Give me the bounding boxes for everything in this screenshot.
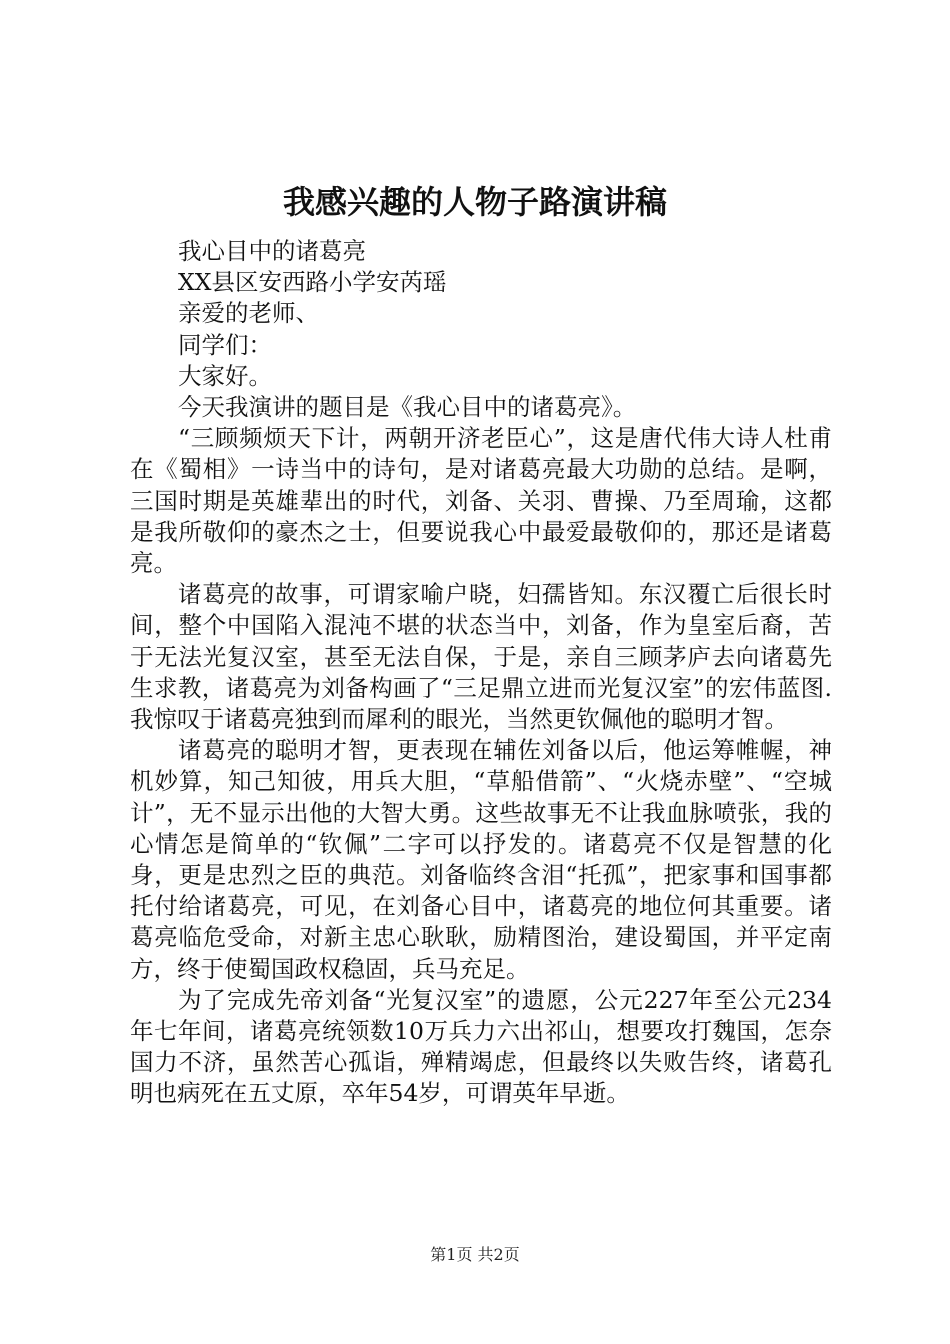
topic-line: 今天我演讲的题目是《我心目中的诸葛亮》。 xyxy=(178,393,637,422)
page-indicator: 第1页 共2页 xyxy=(430,1245,520,1264)
paragraph: 诸葛亮的聪明才智，更表现在辅佐刘备以后，他运筹帷幄，神机妙算，知己知彼，用兵大胆，“草船借箭”、“火烧赤壁”、“空城计”，无不显示出他的大智大勇。这些故事无不让我血脉喷张，我的心情怎是简单的“钦佩”二字可以抒发的。诸葛亮不仅是智慧的化身，更是忠烈之臣的典范。刘备临终含泪“托孤”，把家事和国事都托付给诸葛亮，可见，在刘备心目中，诸葛亮的地位何其重要。诸葛亮临危受命，对新主忠心耿耿，励精图治，建设蜀国，并平定南方，终于使蜀国政权稳固，兵马充足。 xyxy=(130,736,832,983)
speaker-line: XX县区安西路小学安芮瑶 xyxy=(178,268,447,297)
document-body xyxy=(130,236,832,1110)
greeting-line-1: 亲爱的老师、 xyxy=(178,299,319,328)
greeting-line-3: 大家好。 xyxy=(178,361,272,390)
paragraph: “三顾频烦天下计，两朝开济老臣心”，这是唐代伟大诗人杜甫在《蜀相》一诗当中的诗句，是对诸葛亮最大功勋的总结。是啊，三国时期是英雄辈出的时代，刘备、关羽、曹操、乃至周瑜，这都是我所敬仰的豪杰之士，但要说我心中最爱最敬仰的，那还是诸葛亮。 xyxy=(130,424,832,578)
document-title: 我感兴趣的人物子路演讲稿 xyxy=(282,183,667,221)
greeting-line-2: 同学们： xyxy=(178,330,272,359)
paragraph: 为了完成先帝刘备“光复汉室”的遗愿，公元227年至公元234年七年间，诸葛亮统领数10万兵力六出祁山，想要攻打魏国，怎奈国力不济，虽然苦心孤诣，殚精竭虑，但最终以失败告终，诸葛孔明也病死在五丈原，卒年54岁，可谓英年早逝。 xyxy=(130,985,832,1108)
paragraph: 诸葛亮的故事，可谓家喻户晓，妇孺皆知。东汉覆亡后很长时间，整个中国陷入混沌不堪的状态当中，刘备，作为皇室后裔，苦于无法光复汉室，甚至无法自保，于是，亲自三顾茅庐去向诸葛先生求教，诸葛亮为刘备构画了“三足鼎立进而光复汉室”的宏伟蓝图.我惊叹于诸葛亮独到而犀利的眼光，当然更钦佩他的聪明才智。 xyxy=(130,580,832,734)
speech-subtitle: 我心目中的诸葛亮 xyxy=(178,237,366,265)
